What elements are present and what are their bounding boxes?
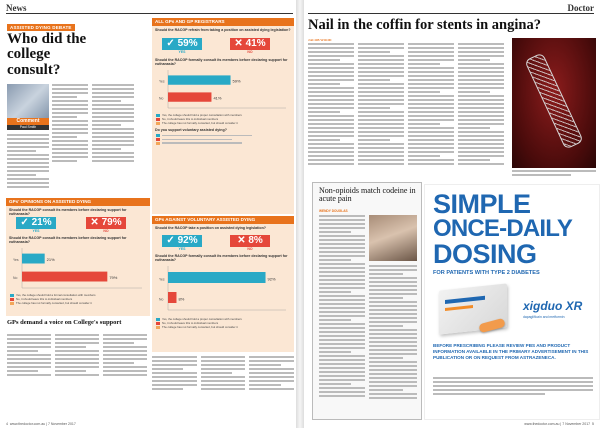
legend-swatch: [10, 302, 14, 305]
kicker: ASSISTED DYING DEBATE: [7, 24, 75, 31]
brand-name: xigduo XR: [523, 299, 583, 313]
legend-swatch: [156, 322, 160, 325]
bar-yes: [22, 254, 45, 264]
footer-text: www.thedoctor.com.au | 7 November 2017: [524, 422, 591, 426]
bar-yes: [168, 272, 266, 283]
legend-swatch: [156, 118, 160, 121]
bottom-headline: GPs demand a voice on College's support: [7, 319, 122, 326]
legend-swatch: [10, 294, 14, 297]
text-line: [162, 142, 242, 144]
no-pct: 8%: [248, 235, 263, 246]
bar-value-label: 79%: [109, 275, 118, 281]
page-footer: [524, 422, 594, 426]
yes-label: YES: [32, 229, 40, 233]
article-column-2: [92, 84, 134, 194]
codeine-box: [312, 182, 422, 420]
bar-yes: [168, 75, 231, 84]
box-headline: Non-opioids match codeine in acute pain: [319, 186, 416, 204]
bar-chart-left: [12, 246, 144, 292]
box-column-1: [319, 215, 365, 415]
box-stripe: [445, 296, 485, 304]
ad-line-simple: SIMPLE: [433, 189, 531, 219]
bar-value-label: 41%: [213, 95, 222, 101]
article-lower-right: [152, 356, 294, 418]
question-2: Should the RACGP consult its members before declaring support for euthanasia?: [9, 236, 127, 245]
legend-swatch: [156, 138, 160, 141]
byline: Paul Smith: [7, 125, 49, 130]
yes-check-icon: ✓: [166, 235, 175, 246]
no-pct: 79%: [101, 217, 122, 228]
panel-title: GPs' OPINIONS ON ASSISTED DYING: [6, 198, 150, 206]
legend-item: No, it should leave this to individual members: [162, 321, 219, 326]
bar-value-label: 21%: [46, 257, 55, 263]
bar-no: [22, 272, 107, 282]
legend-swatch: [10, 298, 14, 301]
yes-check-icon: ✓: [20, 217, 29, 228]
no-label: NO: [247, 247, 253, 251]
bar-value-label: 59%: [232, 78, 241, 84]
bar-no: [168, 292, 176, 303]
panel-title: GPs AGAINST VOLUNTARY ASSISTED DYING: [152, 216, 294, 224]
extra-legend: [156, 134, 292, 145]
box-stripe: [445, 305, 473, 311]
legend-swatch: [156, 326, 160, 329]
headline: Who did the college consult?: [7, 31, 87, 78]
page-number: 5: [592, 422, 594, 426]
yes-percentage: [162, 38, 202, 50]
yes-percentage: [16, 217, 56, 229]
bar-category-label: Yes: [159, 79, 165, 84]
photo-caption: [512, 170, 596, 180]
left-page: [0, 0, 296, 428]
ad-tagline: FOR PATIENTS WITH TYPE 2 DIABETES: [433, 270, 540, 276]
survey-panel-all-gps: [152, 18, 294, 214]
legend-item: No, it should leave this to individual members: [162, 117, 219, 122]
legend-left: [10, 294, 148, 305]
legend-item: No, it should leave this to individual members: [16, 297, 73, 302]
question-1: Should the RACGP take a position on assisted dying legislation?: [155, 226, 266, 230]
no-label: NO: [247, 50, 253, 54]
legend-item: The college has not formally consulted, but should consider it: [162, 120, 238, 125]
page-footer: [6, 422, 76, 426]
legend-middle: [156, 114, 292, 125]
yes-check-icon: ✓: [166, 38, 175, 49]
bar-category-label: Yes: [13, 258, 19, 263]
legend-swatch: [156, 134, 160, 137]
bar-category-label: Yes: [159, 277, 165, 282]
brand-logo: [523, 299, 582, 313]
legend-item: Yes, the college should hold a formal consultation with members: [16, 293, 96, 298]
ad-line-dosing: DOSING: [433, 239, 537, 269]
legend-item: Yes, the college should hold a proper consultation with members: [162, 317, 242, 322]
no-label: NO: [103, 229, 109, 233]
no-cross-icon: ✕: [90, 217, 99, 228]
headline: Nail in the coffin for stents in angina?: [308, 17, 541, 33]
article-byline: JACOB WOOD: [308, 38, 332, 42]
yes-pct: 92%: [177, 235, 198, 246]
right-page: [304, 0, 600, 428]
extra-question: Do you support voluntary assisted dying?: [155, 128, 227, 132]
ad-disclaimer: BEFORE PRESCRIBING PLEASE REVIEW PBS AND PRODUCT INFORMATION AVAILABLE IN THE PRIMARY ADVERTISEMENT IN THIS PUBLICATION OR ON REQUEST FROM ASTRAZENECA.: [433, 343, 589, 360]
bar-category-label: No: [159, 297, 164, 302]
stent-mesh-icon: [524, 52, 584, 149]
yes-pct: 21%: [31, 217, 52, 228]
bar-category-label: No: [13, 276, 18, 281]
panel-title: ALL GPs AND GP REGISTRARS: [152, 18, 294, 26]
ad-line-once-daily: ONCE-DAILY: [433, 215, 573, 242]
question-1: Should the RACGP consult its members before declaring support for euthanasia?: [9, 208, 127, 217]
brand-subtitle: dapagliflozin and metformin: [523, 315, 565, 319]
footer-text: www.thedoctor.com.au | 7 November 2017: [9, 422, 76, 426]
text-line: [162, 139, 232, 141]
author-photo: [7, 84, 49, 122]
bar-value-label: 8%: [178, 296, 185, 302]
box-column-2: [369, 265, 417, 415]
question-1: Should the RACGP refrain from taking a position on assisted dying legislation?: [155, 28, 291, 32]
section-rule: [6, 13, 293, 14]
bar-chart-lower: [158, 264, 288, 314]
section-label: Doctor: [567, 3, 594, 13]
stents-article: [308, 38, 504, 173]
no-percentage: [230, 38, 270, 50]
bottom-article: [7, 334, 147, 418]
bar-chart-middle: [158, 68, 288, 112]
legend-swatch: [156, 122, 160, 125]
legend-swatch: [156, 142, 160, 145]
legend-swatch: [156, 114, 160, 117]
article-column-1: [52, 84, 88, 194]
yes-percentage: [162, 235, 202, 247]
survey-panel-left: [6, 198, 150, 316]
box-byline: WENDY DOUGLAS: [319, 209, 348, 213]
patient-photo: [369, 215, 417, 261]
question-2: Should the RACGP formally consult its members before declaring support for euthanasia?: [155, 254, 288, 263]
yes-pct: 59%: [177, 38, 198, 49]
xigduo-advertisement[interactable]: [424, 184, 600, 420]
comment-label: Comment: [7, 118, 49, 125]
legend-item: The college has not formally consulted, but should consider it: [162, 324, 238, 329]
no-cross-icon: ✕: [237, 235, 246, 246]
question-2: Should the RACGP formally consult its members before declaring support for euthanasia?: [155, 58, 288, 67]
no-percentage: [86, 217, 126, 229]
section-rule: [308, 13, 594, 14]
no-cross-icon: ✕: [234, 38, 243, 49]
yes-label: YES: [178, 50, 186, 54]
legend-swatch: [156, 318, 160, 321]
text-line: [162, 135, 252, 137]
section-label: News: [6, 3, 27, 13]
legend-item: Yes, the college should hold a proper consultation with members: [162, 113, 242, 118]
bar-category-label: No: [159, 96, 164, 101]
survey-panel-against: [152, 216, 294, 352]
stent-photo: [512, 38, 596, 168]
bar-no: [168, 92, 211, 101]
page-number: 4: [6, 422, 8, 426]
legend-lower: [156, 318, 292, 329]
legend-item: The college has not formally consulted, but should consider it: [16, 300, 92, 305]
no-percentage: [230, 235, 270, 247]
no-pct: 41%: [245, 38, 266, 49]
yes-label: YES: [178, 247, 186, 251]
page-gutter: [296, 0, 304, 428]
ad-fine-print: [433, 377, 593, 411]
article-column-0: [7, 134, 49, 194]
bar-value-label: 92%: [267, 276, 276, 282]
